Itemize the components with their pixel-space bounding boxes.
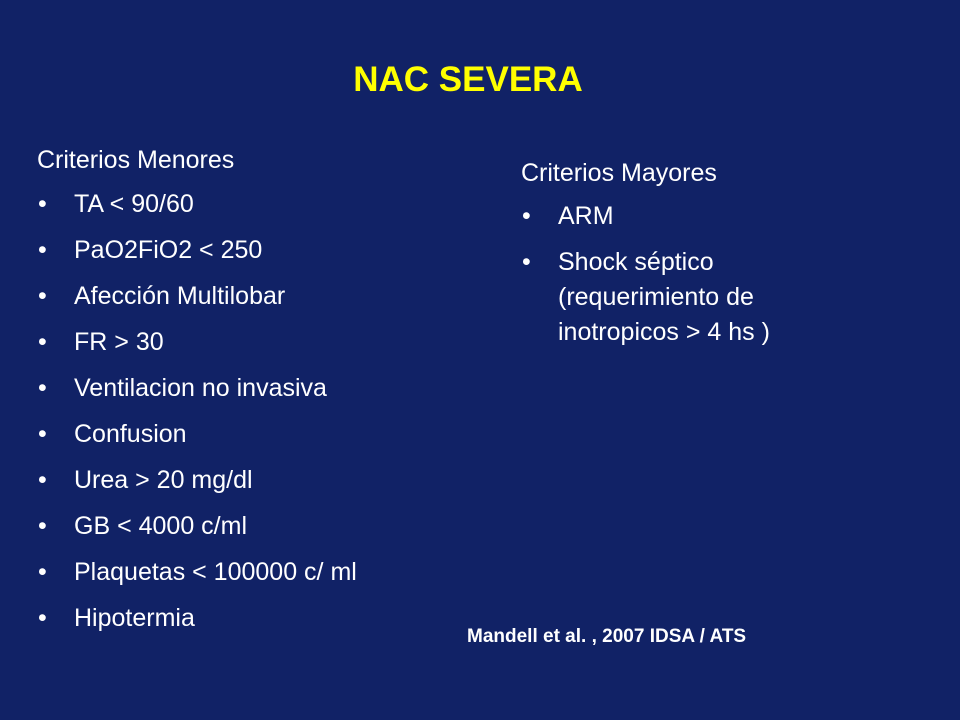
slide-title: NAC SEVERA (353, 60, 583, 99)
bullet-icon: • (38, 190, 47, 218)
list-item-text: Afección Multilobar (74, 282, 286, 310)
list-item-text: Urea > 20 mg/dl (74, 466, 253, 494)
bullet-icon: • (38, 466, 47, 494)
list-item-text: Hipotermia (74, 604, 195, 632)
bullet-icon: • (38, 328, 47, 356)
list-item (37, 278, 477, 314)
minor-criteria-list (37, 186, 477, 636)
minor-criteria-heading: Criterios Menores (37, 146, 235, 174)
list-item (37, 508, 477, 544)
list-item (37, 416, 477, 452)
list-item-text: Ventilacion no invasiva (74, 374, 327, 402)
list-item (37, 370, 477, 406)
major-criteria-section (521, 155, 851, 361)
bullet-icon: • (522, 202, 531, 230)
bullet-icon: • (38, 604, 47, 632)
bullet-icon: • (38, 374, 47, 402)
list-item-text: GB < 4000 c/ml (74, 512, 247, 540)
list-item-text: Plaquetas < 100000 c/ ml (74, 558, 357, 586)
list-item (37, 186, 477, 222)
list-item-text: PaO2FiO2 < 250 (74, 236, 263, 264)
major-criteria-list (521, 199, 851, 350)
list-item-text: FR > 30 (74, 328, 164, 356)
bullet-icon: • (522, 248, 531, 276)
citation: Mandell et al. , 2007 IDSA / ATS (467, 626, 747, 647)
list-item (37, 554, 477, 590)
list-item (37, 462, 477, 498)
list-item-text: TA < 90/60 (74, 190, 194, 218)
list-item-text: ARM (558, 202, 614, 230)
list-item (521, 199, 851, 234)
bullet-icon: • (38, 236, 47, 264)
list-item (521, 245, 851, 350)
bullet-icon: • (38, 420, 47, 448)
list-item (37, 324, 477, 360)
list-item-text: Shock séptico (requerimiento de inotropicos > 4 hs ) (558, 248, 770, 346)
bullet-icon: • (38, 512, 47, 540)
list-item-text: Confusion (74, 420, 187, 448)
minor-criteria-section (37, 142, 477, 646)
list-item (37, 232, 477, 268)
list-item (37, 600, 477, 636)
bullet-icon: • (38, 558, 47, 586)
major-criteria-heading: Criterios Mayores (521, 159, 717, 187)
bullet-icon: • (38, 282, 47, 310)
